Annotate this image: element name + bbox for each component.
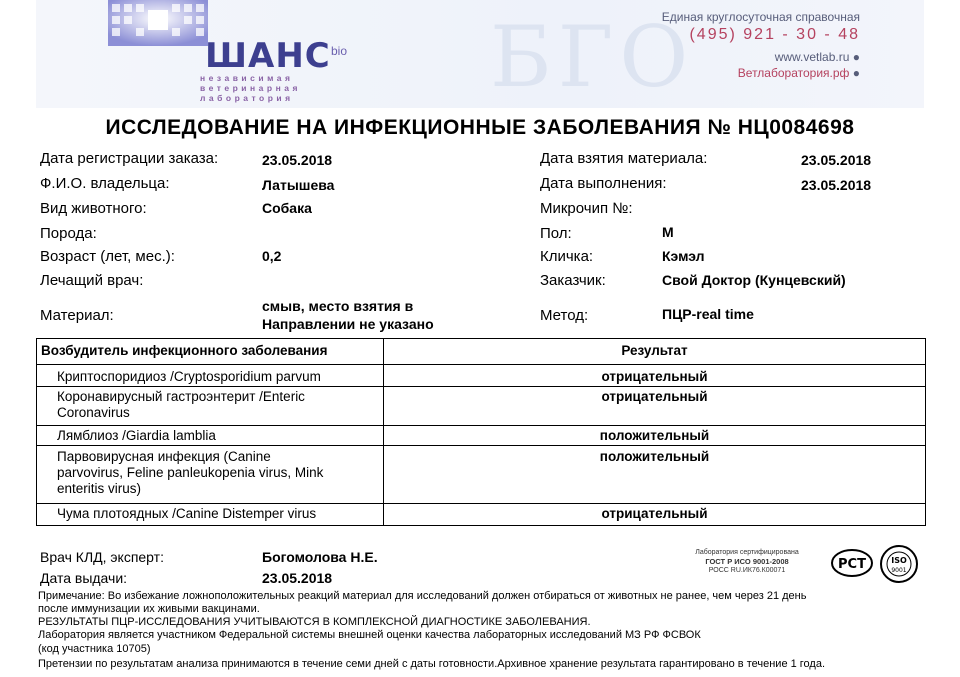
brand-bio: bio bbox=[331, 44, 348, 58]
age-label: Возраст (лет, мес.): bbox=[40, 248, 175, 265]
customer-label: Заказчик: bbox=[540, 272, 606, 289]
note-line: (код участника 10705) bbox=[38, 643, 151, 655]
note-line: Примечание: Во избежание ложноположительных реакций материал для исследований должен отбираться от животных не ранее, чем через 21 день bbox=[38, 590, 807, 602]
brand-subtitle-line: лаборатория bbox=[200, 93, 294, 103]
pathogen-line: Coronavirus bbox=[57, 405, 130, 420]
table-row-result: отрицательный bbox=[601, 369, 708, 384]
material-value-line1: смыв, место взятия в bbox=[262, 298, 414, 314]
pathogen-line: parvovirus, Feline panleukopenia virus, Mink bbox=[57, 465, 324, 480]
table-row-pathogen: Чума плотоядных /Canine Distemper virus bbox=[57, 506, 317, 521]
doctor-value: Богомолова Н.Е. bbox=[262, 549, 378, 565]
row-divider bbox=[37, 445, 925, 446]
document-title: ИССЛЕДОВАНИЕ НА ИНФЕКЦИОННЫЕ ЗАБОЛЕВАНИЯ № НЦ0084698 bbox=[105, 116, 855, 139]
table-row-result: положительный bbox=[599, 428, 710, 443]
website-rf-link[interactable] bbox=[662, 66, 860, 80]
row-divider bbox=[37, 386, 925, 387]
cert-number: РОСС RU.ИК76.К00071 bbox=[708, 567, 786, 574]
website-rf-text: Ветлаборатория.рф bbox=[737, 66, 850, 80]
sampling-date-value: 23.05.2018 bbox=[801, 152, 872, 168]
phone-number: (495) 921 - 30 - 48 bbox=[689, 26, 860, 43]
contact-block bbox=[662, 10, 860, 80]
brand-subtitle bbox=[200, 73, 301, 103]
customer-value: Свой Доктор (Кунцевский) bbox=[662, 272, 846, 288]
row-divider bbox=[37, 425, 925, 426]
pet-name-label: Кличка: bbox=[540, 248, 594, 265]
microchip-label: Микрочип №: bbox=[540, 200, 633, 217]
iso-seal-number: 9001 bbox=[891, 567, 907, 574]
brand-subtitle-line: ветеринарная bbox=[200, 83, 301, 93]
method-value: ПЦР-real time bbox=[662, 306, 754, 322]
mosaic-logo-icon bbox=[108, 0, 208, 46]
table-row-pathogen: Лямблиоз /Giardia lamblia bbox=[57, 428, 216, 443]
rst-certification-icon bbox=[830, 548, 874, 578]
brand-subtitle-line: независимая bbox=[200, 73, 294, 83]
doctor-label: Врач КЛД, эксперт: bbox=[40, 549, 164, 565]
note-line: Лаборатория является участником Федеральной системы внешней оценки качества лабораторных исследований МЗ РФ ФСВОК bbox=[38, 629, 701, 641]
pathogen-line: enteritis virus) bbox=[57, 481, 142, 496]
header-divider bbox=[37, 364, 925, 365]
method-label: Метод: bbox=[540, 307, 589, 324]
brand-name: ШАНС bbox=[205, 36, 331, 76]
sex-value: М bbox=[662, 224, 674, 240]
table-row-result: отрицательный bbox=[601, 389, 708, 404]
result-column-header: Результат bbox=[621, 343, 688, 358]
issue-date-value: 23.05.2018 bbox=[262, 570, 333, 586]
cert-standard: ГОСТ Р ИСО 9001-2008 bbox=[705, 557, 789, 566]
issue-date-label: Дата выдачи: bbox=[40, 570, 128, 586]
material-value-line2: Направлении не указано bbox=[262, 316, 434, 332]
animal-species-label: Вид животного: bbox=[40, 200, 147, 217]
owner-name-value: Латышева bbox=[262, 177, 335, 193]
pathogen-column-header: Возбудитель инфекционного заболевания bbox=[41, 343, 328, 358]
pathogen-line: Парвовирусная инфекция (Canine bbox=[57, 449, 271, 464]
certification-text bbox=[678, 548, 816, 575]
bullet-icon: ● bbox=[852, 66, 860, 80]
registration-date-value: 23.05.2018 bbox=[262, 152, 333, 168]
material-label: Материал: bbox=[40, 307, 114, 324]
row-divider bbox=[37, 503, 925, 504]
table-row-result: отрицательный bbox=[601, 506, 708, 521]
iso-9001-seal-icon bbox=[878, 544, 920, 584]
sampling-date-label: Дата взятия материала: bbox=[540, 150, 708, 167]
note-line: после иммунизации их живыми вакцинами. bbox=[38, 603, 260, 615]
pathogen-line: Коронавирусный гастроэнтерит /Enteric bbox=[57, 389, 305, 404]
table-row-pathogen bbox=[57, 449, 377, 497]
owner-name-label: Ф.И.О. владельца: bbox=[40, 175, 170, 192]
completion-date-value: 23.05.2018 bbox=[801, 177, 872, 193]
completion-date-label: Дата выполнения: bbox=[540, 175, 667, 192]
animal-species-value: Собака bbox=[262, 200, 312, 216]
website-link[interactable] bbox=[662, 50, 860, 64]
table-row-pathogen bbox=[57, 389, 377, 421]
registration-date-label: Дата регистрации заказа: bbox=[40, 150, 219, 167]
svg-text:РСТ: РСТ bbox=[838, 557, 866, 572]
attending-vet-label: Лечащий врач: bbox=[40, 272, 144, 289]
results-table bbox=[36, 338, 926, 526]
letterhead bbox=[0, 0, 960, 108]
cert-line: Лаборатория сертифицирована bbox=[695, 549, 799, 556]
note-line: РЕЗУЛЬТАТЫ ПЦР-ИССЛЕДОВАНИЯ УЧИТЫВАЮТСЯ В КОМПЛЕКСНОЙ ДИАГНОСТИКЕ ЗАБОЛЕВАНИЯ. bbox=[38, 616, 591, 628]
watermark-letters: БГО bbox=[490, 8, 695, 106]
breed-label: Порода: bbox=[40, 225, 97, 242]
help-line-label: Единая круглосуточная справочная bbox=[661, 10, 860, 24]
website-text: www.vetlab.ru bbox=[774, 50, 850, 64]
table-row-result: положительный bbox=[599, 449, 710, 464]
table-row-pathogen: Криптоспоридиоз /Cryptosporidium parvum bbox=[57, 369, 321, 384]
note-line: Претензии по результатам анализа принимаются в течение семи дней с даты готовности.Архивное хранение результата гарантировано в течение 1 года. bbox=[38, 658, 826, 670]
age-value: 0,2 bbox=[262, 248, 282, 264]
iso-seal-text: ISO bbox=[891, 556, 907, 565]
bullet-icon: ● bbox=[852, 50, 860, 64]
pet-name-value: Кэмэл bbox=[662, 248, 705, 264]
sex-label: Пол: bbox=[540, 225, 572, 242]
